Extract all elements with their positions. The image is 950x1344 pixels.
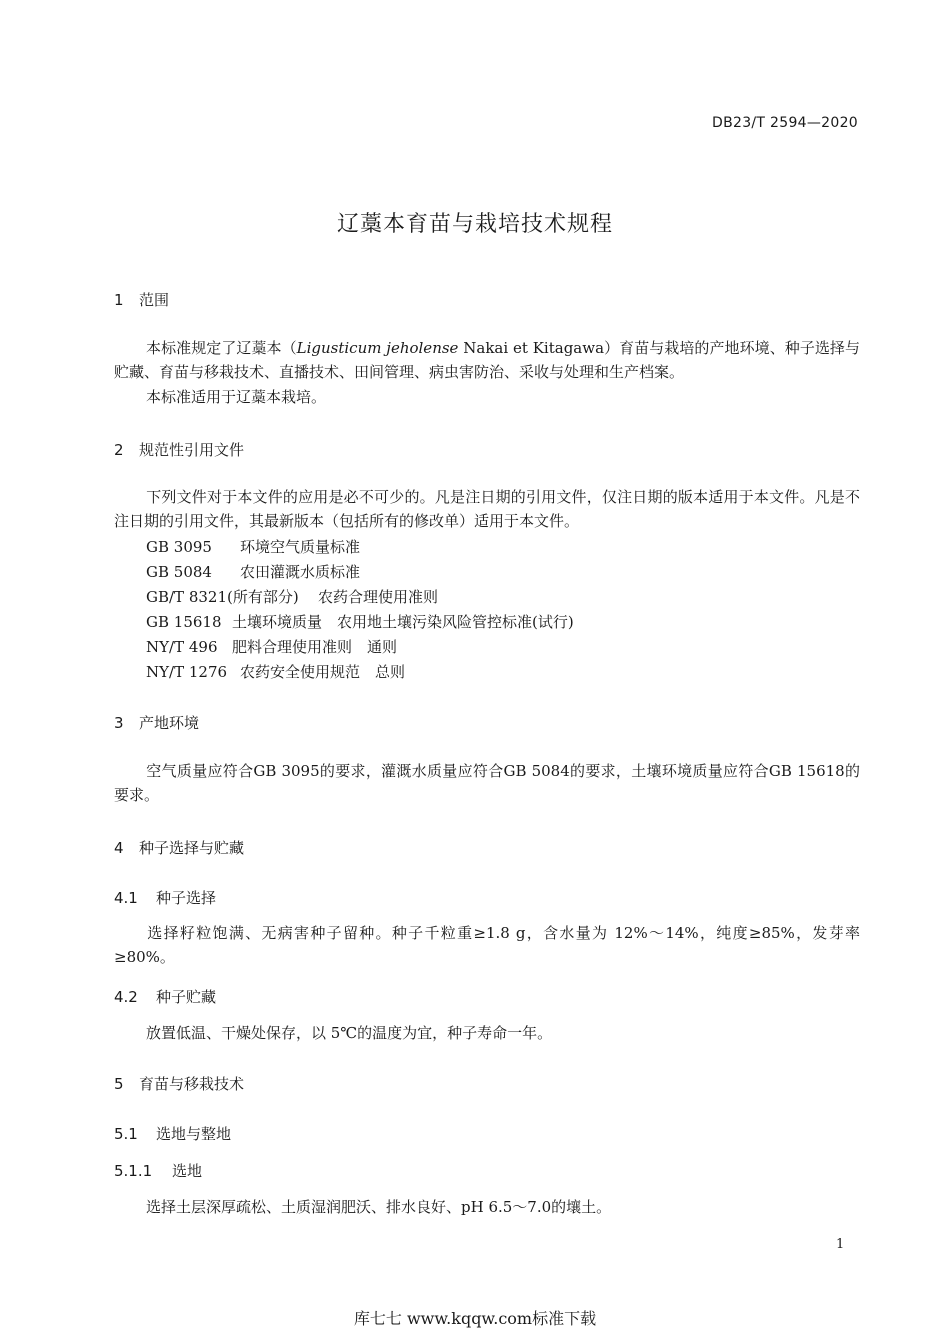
section-1-paragraph-1 [114,336,860,384]
reference-name: 土壤环境质量 农用地土壤污染风险管控标准(试行) [232,613,574,631]
section-5-1-1-heading [114,1160,202,1181]
reference-code: GB 15618 [146,613,222,631]
section-4-2-heading [114,986,216,1007]
document-title: 辽藁本育苗与栽培技术规程 [336,212,613,237]
section-title: 规范性引用文件 [139,441,245,459]
section-5-1-1-paragraph [114,1195,860,1219]
section-title: 种子选择 [156,889,217,907]
reference-item [146,587,438,607]
reference-name: 农田灌溉水质标准 [240,563,361,581]
section-number: 3 [114,714,124,732]
standard-code: DB23/T 2594—2020 [712,115,858,131]
section-number: 5.1 [114,1125,138,1143]
reference-item [146,612,574,632]
section-title: 种子选择与贮藏 [139,839,245,857]
text-run: Nakai et Kitagawa）育苗与栽培的产地环境、种子选择与贮藏、育苗与移栽技术、直播技术、田间管理、病虫害防治、采收与处理和生产档案。 [114,339,860,381]
reference-code: GB/T 8321(所有部分) [146,588,299,606]
section-title: 范围 [139,291,170,309]
section-number: 2 [114,441,124,459]
page-number: 1 [836,1237,845,1252]
latin-name: Ligusticum jeholense [296,339,459,357]
section-number: 5 [114,1075,124,1093]
section-3-heading [114,712,199,733]
reference-code: NY/T 1276 [146,663,228,681]
reference-code: NY/T 496 [146,638,218,656]
section-3-paragraph [114,759,860,807]
reference-code: GB 5084 [146,563,212,581]
text-run: 本标准规定了辽藁本（ [146,339,297,357]
section-4-heading [114,837,244,858]
footer-watermark: 库七七 www.kqqw.com标准下载 [353,1309,597,1328]
reference-item [146,662,405,682]
section-1-heading [114,289,169,310]
reference-item [146,537,360,557]
section-2-paragraph [114,485,860,533]
section-title: 种子贮藏 [156,988,217,1006]
text-run: 选择土层深厚疏松、土质湿润肥沃、排水良好、pH 6.5～7.0的壤土。 [146,1198,612,1216]
section-1-paragraph-2 [114,385,860,409]
section-title: 产地环境 [139,714,200,732]
section-5-1-heading [114,1123,231,1144]
section-number: 4 [114,839,124,857]
text-run: 选择籽粒饱满、无病害种子留种。种子千粒重≥1.8 g，含水量为 12%～14%，纯度≥85%，发芽率≥80%。 [114,924,860,966]
section-5-heading [114,1073,244,1094]
section-number: 4.1 [114,889,138,907]
section-4-2-paragraph [114,1021,860,1045]
section-title: 选地与整地 [156,1125,232,1143]
text-run: 本标准适用于辽藁本栽培。 [146,388,327,406]
reference-item [146,637,397,657]
section-number: 4.2 [114,988,138,1006]
section-2-heading [114,439,244,460]
text-run: 空气质量应符合GB 3095的要求，灌溉水质量应符合GB 5084的要求，土壤环境质量应符合GB 15618的要求。 [114,762,860,804]
section-number: 5.1.1 [114,1162,153,1180]
reference-name: 肥料合理使用准则 通则 [232,638,398,656]
reference-name: 环境空气质量标准 [240,538,361,556]
section-number: 1 [114,291,124,309]
text-run: 放置低温、干燥处保存，以 5℃的温度为宜，种子寿命一年。 [146,1024,553,1042]
reference-name: 农药安全使用规范 总则 [240,663,406,681]
section-title: 育苗与移栽技术 [139,1075,245,1093]
section-4-1-paragraph [114,921,860,969]
section-title: 选地 [172,1162,203,1180]
section-4-1-heading [114,887,216,908]
reference-code: GB 3095 [146,538,212,556]
reference-name: 农药合理使用准则 [318,588,439,606]
reference-item [146,562,360,582]
text-run: 下列文件对于本文件的应用是必不可少的。凡是注日期的引用文件，仅注日期的版本适用于本文件。凡是不注日期的引用文件，其最新版本（包括所有的修改单）适用于本文件。 [114,488,860,530]
